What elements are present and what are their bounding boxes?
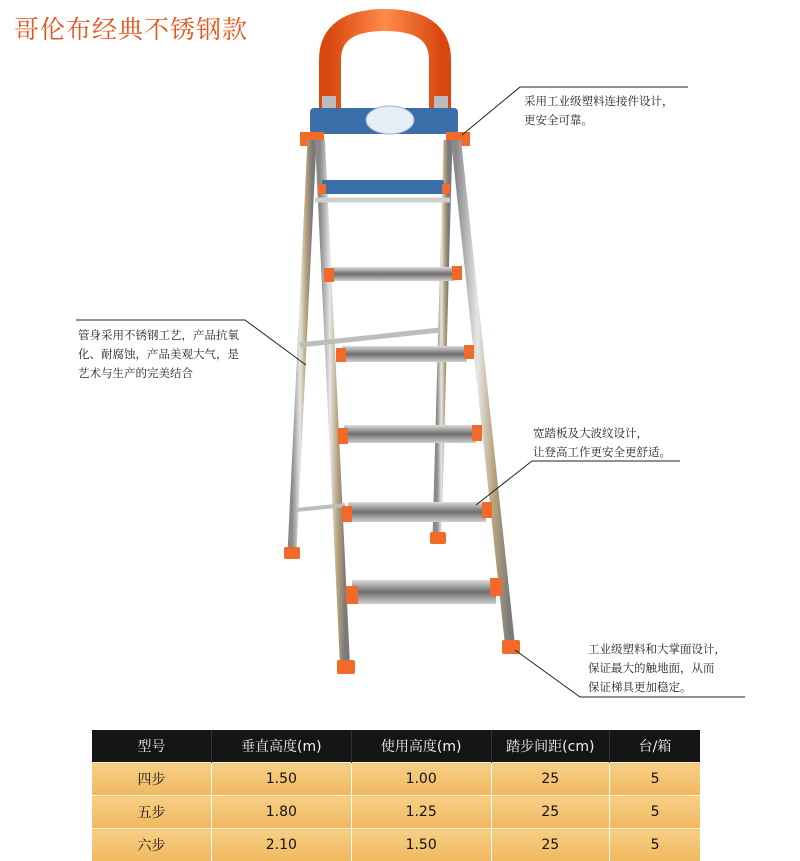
cell-working-height: 1.50	[351, 829, 491, 861]
note-line: 采用工业级塑料连接件设计，	[524, 92, 674, 111]
cell-model: 五步	[92, 796, 211, 829]
callout-connector-note	[524, 92, 674, 130]
cell-model: 六步	[92, 829, 211, 861]
note-line: 工业级塑料和大掌面设计，	[588, 640, 726, 659]
cell-vertical-height: 1.80	[211, 796, 351, 829]
note-line: 让登高工作更安全更舒适。	[533, 443, 671, 462]
cell-step-spacing: 25	[491, 829, 610, 861]
cell-vertical-height: 1.50	[211, 763, 351, 796]
cell-model: 四步	[92, 763, 211, 796]
note-line: 宽踏板及大波纹设计，	[533, 424, 671, 443]
column-header: 台/箱	[610, 730, 700, 763]
note-line: 保证梯具更加稳定。	[588, 678, 726, 697]
column-header: 踏步间距(cm)	[491, 730, 610, 763]
column-header: 垂直高度(m)	[211, 730, 351, 763]
callout-tube-note	[78, 326, 239, 383]
table-header-row	[92, 730, 700, 763]
handle-grip	[322, 20, 448, 118]
cell-working-height: 1.00	[351, 763, 491, 796]
cell-working-height: 1.25	[351, 796, 491, 829]
callout-lines	[76, 87, 745, 697]
ladder-steps	[318, 180, 502, 604]
cell-units-per-box: 5	[610, 796, 700, 829]
table-row	[92, 829, 700, 861]
note-line: 化、耐腐蚀，产品美观大气，是	[78, 345, 239, 364]
note-line: 艺术与生产的完美结合	[78, 364, 239, 383]
spec-table	[92, 730, 700, 861]
cell-step-spacing: 25	[491, 763, 610, 796]
cell-vertical-height: 2.10	[211, 829, 351, 861]
note-line: 更安全可靠。	[524, 111, 674, 130]
cell-units-per-box: 5	[610, 763, 700, 796]
callout-step-note	[533, 424, 671, 462]
column-header: 型号	[92, 730, 211, 763]
cell-step-spacing: 25	[491, 796, 610, 829]
page-title: 哥伦布经典不锈钢款	[14, 10, 248, 46]
callout-feet-note	[588, 640, 726, 697]
table-row	[92, 763, 700, 796]
cell-units-per-box: 5	[610, 829, 700, 861]
note-line: 保证最大的触地面，从而	[588, 659, 726, 678]
table-row	[92, 796, 700, 829]
note-line: 管身采用不锈钢工艺，产品抗氧	[78, 326, 239, 345]
column-header: 使用高度(m)	[351, 730, 491, 763]
